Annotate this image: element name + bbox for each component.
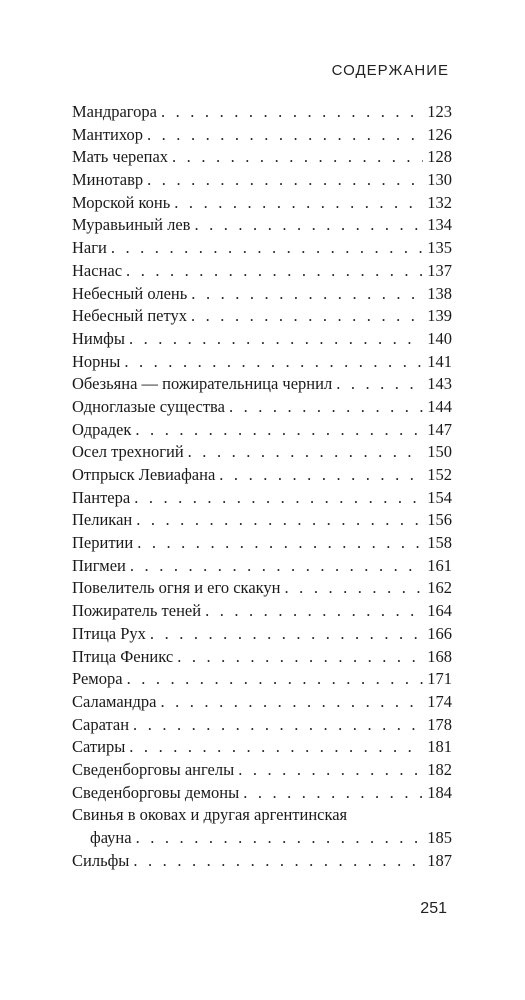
- dot-leader: [172, 146, 423, 169]
- dot-leader: [130, 555, 423, 578]
- toc-entry-title: Наги: [72, 238, 107, 258]
- toc-entry-page: 156: [427, 510, 452, 530]
- dot-leader: [194, 214, 423, 237]
- toc-entry-page: 143: [427, 374, 452, 394]
- toc-entry-title: Одноглазые существа: [72, 396, 225, 416]
- table-of-contents: [72, 101, 452, 872]
- toc-entry-page: 168: [427, 646, 452, 666]
- toc-entry-page: 132: [427, 192, 452, 212]
- dot-leader: [219, 464, 423, 487]
- toc-entry-page: 164: [427, 601, 452, 621]
- toc-entry-page: 130: [427, 170, 452, 190]
- toc-entry-title: Пожиратель теней: [72, 601, 202, 621]
- toc-entry-title: Нимфы: [72, 328, 125, 348]
- toc-entry: [72, 351, 452, 374]
- dot-leader: [285, 577, 424, 600]
- toc-entry-page: 185: [427, 828, 452, 847]
- toc-entry: [72, 146, 452, 169]
- toc-entry-page: 154: [427, 487, 452, 507]
- toc-entry: [72, 782, 452, 805]
- toc-entry-title: Сведенборговы демоны: [72, 782, 240, 802]
- toc-entry-title: Птица Феникс: [72, 646, 174, 666]
- toc-entry-title: Норны: [72, 351, 121, 371]
- toc-entry-page: 152: [427, 465, 452, 484]
- toc-entry: [72, 804, 452, 827]
- toc-entry-title: Птица Рух: [72, 623, 146, 643]
- toc-entry: [72, 328, 452, 351]
- running-head: СОДЕРЖАНИЕ: [331, 62, 449, 79]
- toc-entry-page: 141: [427, 351, 452, 371]
- dot-leader: [129, 736, 423, 759]
- toc-entry-page: 174: [427, 691, 452, 711]
- toc-entry-page: 137: [427, 260, 452, 280]
- dot-leader: [136, 509, 423, 532]
- toc-entry: [72, 260, 452, 283]
- toc-entry-page: 134: [427, 215, 452, 235]
- toc-entry-page: 126: [427, 124, 452, 144]
- toc-entry: [72, 691, 452, 714]
- dot-leader: [243, 782, 423, 805]
- toc-entry: [72, 441, 452, 464]
- dot-leader: [205, 600, 423, 623]
- dot-leader: [136, 827, 424, 850]
- dot-leader: [135, 419, 423, 442]
- toc-entry-page: 144: [427, 396, 452, 416]
- dot-leader: [336, 373, 423, 396]
- toc-entry: [72, 373, 452, 396]
- dot-leader: [137, 532, 423, 555]
- dot-leader: [191, 283, 423, 306]
- toc-entry-title: Сильфы: [72, 850, 130, 870]
- toc-entry-page: 135: [427, 238, 452, 258]
- toc-entry-title: Небесный петух: [72, 306, 187, 326]
- dot-leader: [191, 305, 423, 328]
- toc-entry: [72, 850, 452, 873]
- toc-entry-title: Свинья в оковах и другая аргентинская: [72, 805, 348, 825]
- dot-leader: [147, 169, 423, 192]
- dot-leader: [150, 623, 423, 646]
- toc-entry-title: Осел трехногий: [72, 442, 184, 462]
- toc-entry: [72, 192, 452, 215]
- toc-entry-title: Небесный олень: [72, 283, 188, 303]
- toc-entry: [72, 736, 452, 759]
- toc-entry-title: Саратан: [72, 714, 130, 734]
- toc-entry: [72, 101, 452, 124]
- dot-leader: [133, 714, 423, 737]
- toc-entry-title: Морской конь: [72, 192, 171, 212]
- toc-entry: [72, 283, 452, 306]
- toc-entry: [72, 577, 452, 600]
- dot-leader: [147, 124, 423, 147]
- dot-leader: [229, 396, 423, 419]
- toc-entry-page: 166: [427, 623, 452, 643]
- toc-entry-title: Повелитель огня и его скакун: [72, 578, 281, 598]
- toc-entry-page: 178: [427, 714, 452, 734]
- toc-entry-page: 162: [427, 578, 452, 598]
- toc-entry: [72, 714, 452, 737]
- dot-leader: [238, 759, 423, 782]
- toc-entry-title: Отпрыск Левиафана: [72, 465, 216, 484]
- dot-leader: [134, 487, 423, 510]
- toc-entry-page: 147: [427, 419, 452, 439]
- toc-entry-title: Минотавр: [72, 170, 144, 190]
- dot-leader: [124, 351, 423, 374]
- dot-leader: [177, 646, 423, 669]
- dot-leader: [129, 328, 423, 351]
- toc-entry: [72, 214, 452, 237]
- dot-leader: [126, 260, 423, 283]
- toc-entry: [72, 237, 452, 260]
- toc-entry-title: Мандрагора: [72, 102, 157, 121]
- toc-entry: [72, 396, 452, 419]
- toc-entry: [72, 305, 452, 328]
- toc-entry-title: Пигмеи: [72, 555, 126, 575]
- toc-entry: [72, 464, 452, 487]
- toc-entry-title-continuation: фауна: [90, 828, 132, 847]
- toc-entry: [72, 646, 452, 669]
- toc-entry-title: Сатиры: [72, 737, 126, 757]
- toc-entry-title: Пеликан: [72, 510, 133, 530]
- toc-entry-title: Ремора: [72, 669, 123, 689]
- toc-entry-page: 187: [427, 850, 452, 870]
- page-number: 251: [420, 900, 447, 917]
- toc-entry-page: 123: [427, 102, 452, 121]
- toc-entry: [72, 759, 452, 782]
- toc-entry-page: 182: [427, 759, 452, 779]
- toc-entry-page: 128: [427, 147, 452, 167]
- toc-entry-continuation: [72, 827, 452, 850]
- toc-entry: [72, 555, 452, 578]
- toc-entry: [72, 623, 452, 646]
- dot-leader: [188, 441, 424, 464]
- toc-entry-title: Обезьяна — пожирательница чернил: [72, 374, 333, 394]
- toc-entry-title: Одрадек: [72, 419, 132, 439]
- dot-leader: [174, 192, 423, 215]
- toc-entry: [72, 532, 452, 555]
- toc-entry: [72, 419, 452, 442]
- toc-entry-title: Пантера: [72, 487, 131, 507]
- toc-entry-page: 140: [427, 328, 452, 348]
- toc-entry-title: Мантихор: [72, 124, 143, 144]
- toc-entry: [72, 600, 452, 623]
- toc-entry-title: Муравьиный лев: [72, 215, 191, 235]
- dot-leader: [127, 668, 424, 691]
- toc-entry-page: 181: [427, 737, 452, 757]
- dot-leader: [111, 237, 423, 260]
- toc-entry: [72, 487, 452, 510]
- toc-entry: [72, 509, 452, 532]
- toc-entry-page: 161: [427, 555, 452, 575]
- dot-leader: [161, 101, 423, 124]
- toc-entry-page: 150: [427, 442, 452, 462]
- toc-entry-page: 139: [427, 306, 452, 326]
- toc-entry-title: Саламандра: [72, 691, 157, 711]
- toc-entry-title: Перитии: [72, 533, 134, 553]
- toc-entry-page: 171: [427, 669, 452, 689]
- toc-entry: [72, 169, 452, 192]
- dot-leader: [160, 691, 423, 714]
- toc-entry-page: 138: [427, 283, 452, 303]
- toc-entry-page: 158: [427, 533, 452, 553]
- toc-entry-title: Сведенборговы ангелы: [72, 759, 235, 779]
- dot-leader: [133, 850, 423, 873]
- toc-entry: [72, 668, 452, 691]
- toc-entry-title: Наснас: [72, 260, 123, 280]
- toc-entry-page: 184: [427, 782, 452, 802]
- toc-entry-title: Мать черепах: [72, 147, 169, 167]
- toc-entry: [72, 124, 452, 147]
